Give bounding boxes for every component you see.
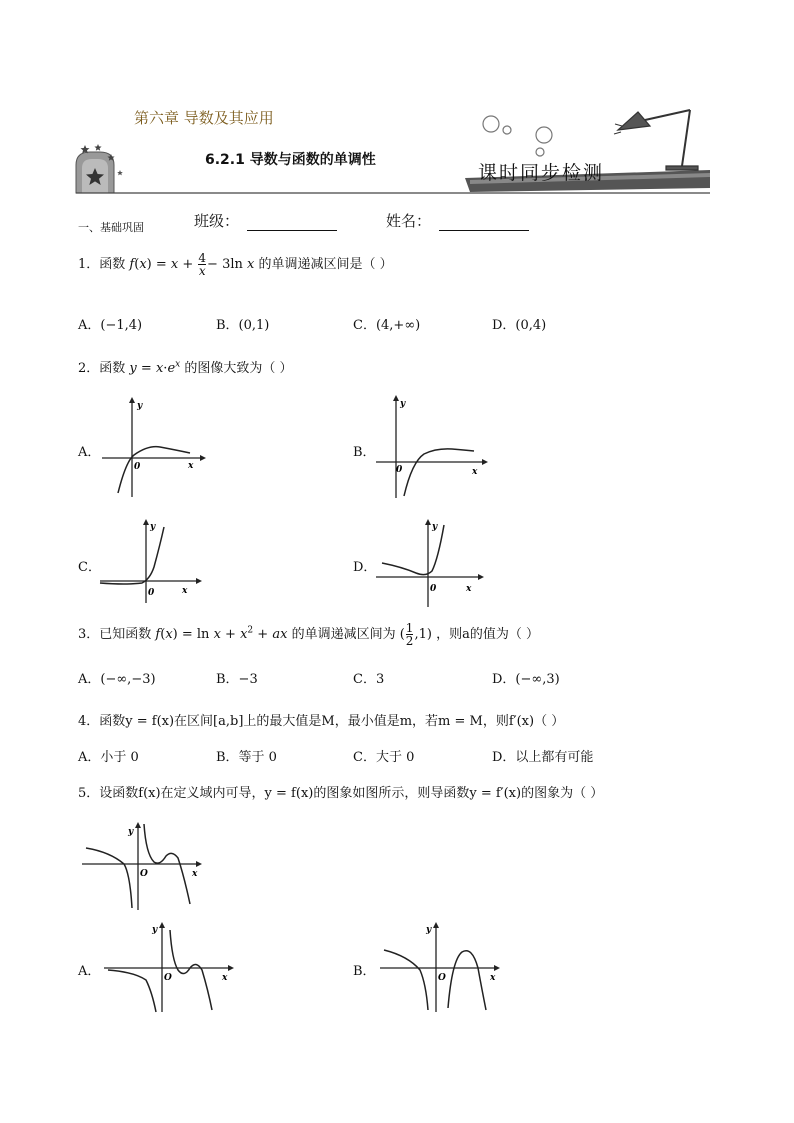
- q3-option-d[interactable]: D．(−∞,3): [492, 672, 560, 687]
- section-title: 6.2.1 导数与函数的单调性: [205, 152, 376, 168]
- bubble-icon: [483, 116, 499, 132]
- q4-option-b[interactable]: B．等于 0: [216, 750, 277, 765]
- q1-option-a[interactable]: A．(−1,4): [78, 318, 143, 333]
- q2-option-c[interactable]: C．: [78, 560, 101, 575]
- q4-option-a[interactable]: A．小于 0: [78, 750, 139, 765]
- y-axis-label: y: [128, 827, 134, 837]
- y-axis-label: y: [137, 401, 143, 411]
- question-4: 4．函数y = f(x)在区间[a,b]上的最大值是M，最小值是m，若m = M，则f′(x)（ ）: [78, 714, 565, 729]
- name-label: 姓名：: [386, 212, 432, 230]
- x-axis-label: x: [192, 869, 198, 879]
- x-axis-label: x: [222, 973, 228, 983]
- q2-graph-c[interactable]: [96, 515, 206, 605]
- y-axis-label: y: [432, 522, 438, 532]
- lamp-icon: [614, 110, 698, 170]
- q2-option-a[interactable]: A．: [78, 445, 101, 460]
- q4-option-c[interactable]: C．大于 0: [353, 750, 415, 765]
- part-heading: 一、基础巩固: [78, 221, 144, 234]
- class-field: [194, 210, 337, 231]
- origin-label: 0: [134, 462, 141, 472]
- q2-option-d[interactable]: D．: [353, 560, 377, 575]
- q3-formula: $f(x) = \ln x + x^2$ + ax: [155, 625, 288, 642]
- x-axis-label: x: [182, 586, 188, 596]
- q2-formula: $y = x\cdot e^x$: [129, 359, 181, 376]
- q3-option-c[interactable]: C．3: [353, 672, 385, 687]
- x-axis-label: x: [188, 461, 194, 471]
- q1-option-b[interactable]: B．(0,1): [216, 318, 270, 333]
- question-3: 3．已知函数 $f(x) = \ln x + x^2$ + ax 的单调递减区间为 ( $\frac{1}{2}$ ,1) ，则a的值为（ ）: [78, 621, 539, 648]
- class-blank[interactable]: [247, 216, 337, 231]
- q2-graph-d[interactable]: [372, 515, 492, 610]
- q4-option-d[interactable]: D．以上都有可能: [492, 750, 594, 765]
- star-badge-icon: [76, 144, 123, 193]
- y-axis-label: y: [152, 925, 158, 935]
- y-axis-label: y: [150, 522, 156, 532]
- origin-label: O: [140, 869, 148, 879]
- q5-option-a[interactable]: A．: [78, 964, 101, 979]
- origin-label: 0: [430, 584, 437, 594]
- y-axis-label: y: [426, 925, 432, 935]
- y-axis-label: y: [400, 399, 406, 409]
- q1-option-d[interactable]: D．(0,4): [492, 318, 547, 333]
- origin-label: O: [438, 973, 446, 983]
- q5-graph-a[interactable]: [100, 920, 240, 1015]
- brand-title: 课时同步检测: [478, 162, 605, 184]
- x-axis-label: x: [490, 973, 496, 983]
- q3-option-b[interactable]: B．−3: [216, 672, 258, 687]
- q5-option-b[interactable]: B．: [353, 964, 376, 979]
- name-field: [386, 210, 529, 231]
- q1-formula: f(x) = x + $\frac{4}{x}$ − 3ln x: [129, 251, 255, 278]
- origin-label: O: [164, 973, 172, 983]
- class-label: 班级：: [194, 212, 240, 230]
- q5-graph-b[interactable]: [378, 920, 508, 1015]
- question-5: 5．设函数f(x)在定义域内可导，y = f(x)的图象如图所示，则导函数y = f′(x)的图象为（ ）: [78, 786, 604, 801]
- x-axis-label: x: [466, 584, 472, 594]
- origin-label: 0: [396, 465, 403, 475]
- q1-option-c[interactable]: C．(4,+∞): [353, 318, 421, 333]
- origin-label: 0: [148, 588, 155, 598]
- chapter-title: 第六章 导数及其应用: [134, 109, 274, 127]
- q5-original-graph: [80, 820, 210, 912]
- name-blank[interactable]: [439, 216, 529, 231]
- q3-option-a[interactable]: A．(−∞,−3): [78, 672, 156, 687]
- q2-graph-a[interactable]: [96, 395, 206, 500]
- question-2: 2．函数 $y = x\cdot e^x$ 的图像大致为（ ）: [78, 359, 293, 376]
- q2-option-b[interactable]: B．: [353, 445, 376, 460]
- question-1: 1．函数 f(x) = x + $\frac{4}{x}$ − 3ln x 的单调递减区间是（ ）: [78, 251, 393, 278]
- q3-interval: ( $\frac{1}{2}$ ,1): [399, 621, 432, 648]
- x-axis-label: x: [472, 467, 478, 477]
- q2-graph-b[interactable]: [372, 392, 492, 502]
